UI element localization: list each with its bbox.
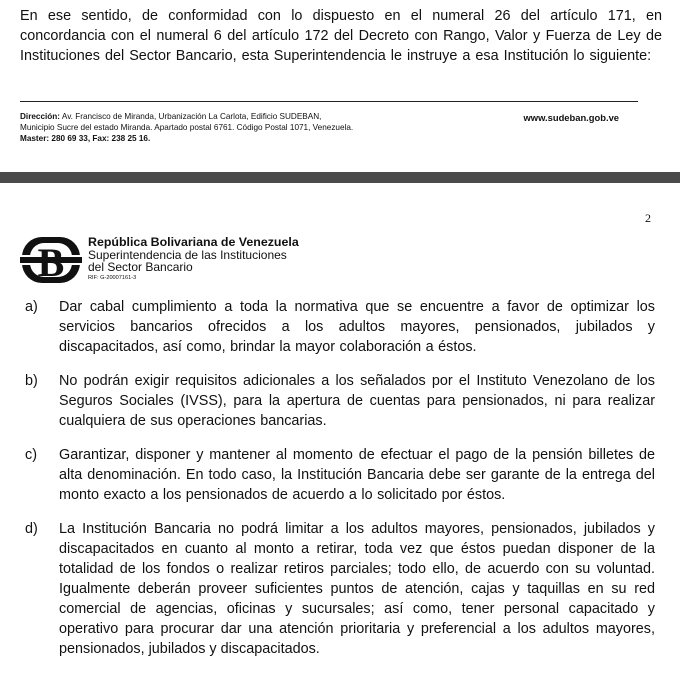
letterhead-text xyxy=(88,236,299,283)
page-break-bar xyxy=(0,172,680,183)
item-letter: c) xyxy=(25,447,37,463)
list-item xyxy=(25,519,655,659)
fax-label: Fax: xyxy=(92,133,110,143)
page-one-fragment xyxy=(0,0,680,172)
footer-address xyxy=(20,112,353,144)
address-line-2: Municipio Sucre del estado Miranda. Apartado postal 6761. Código Postal 1071, Venezuela. xyxy=(20,122,354,132)
logo-letter: B xyxy=(37,240,65,285)
master-label: Master: xyxy=(20,133,50,143)
list-item xyxy=(25,297,655,357)
item-text: Garantizar, disponer y mantener al momento de efectuar el pago de la pensión billetes de alta denominación. En todo caso, la Institución Bancaria debe ser garante de la entrega del monto exacto a los pensionados de acuerdo a lo solicitado por éstos. xyxy=(59,447,655,503)
letterhead-line-3: del Sector Bancario xyxy=(88,260,193,275)
item-letter: a) xyxy=(25,299,38,315)
list-item xyxy=(25,371,655,431)
master-phone: 280 69 33, xyxy=(51,133,91,143)
footer-divider xyxy=(20,101,638,102)
letterhead-line-1: República Bolivariana de Venezuela xyxy=(88,235,299,249)
letterhead-rif: RIF: G-20007161-3 xyxy=(88,274,137,281)
intro-paragraph: En ese sentido, de conformidad con lo dispuesto en el numeral 26 del artículo 171, en concordancia con el numeral 6 del artículo 172 del Decreto con Rango, Valor y Fuerza de Ley de Instituciones del Sector Bancario, esta Superintendencia le instruye a esa Institución lo siguiente: xyxy=(20,8,662,64)
instruction-list xyxy=(25,297,655,673)
item-letter: b) xyxy=(25,373,38,389)
fax-number: 238 25 16. xyxy=(111,133,151,143)
letterhead xyxy=(20,231,320,289)
item-letter: d) xyxy=(25,521,38,537)
item-text: La Institución Bancaria no podrá limitar a los adultos mayores, pensionados, jubilados y discapacitados en cuanto al monto a retirar, toda vez que éstos puedan disponer de la totalidad de los fondos o realizar retiros parciales; todo ello, de acuerdo con su voluntad. Igualmente deberán proveer suficientes puntos de atención, cajas y taquillas en su red comercial de agencias, oficinas y sucursales; así como, tener personal capacitado y operativo para procurar dar una atención prioritaria y preferencial a los adultos mayores, pensionados, jubilados y discapacitados. xyxy=(59,521,655,657)
letterhead-line-2: Superintendencia de las Instituciones xyxy=(88,247,287,262)
item-text: No podrán exigir requisitos adicionales a los señalados por el Instituto Venezolano de los Seguros Sociales (IVSS), para la apertura de cuentas para pensionados, ni para realizar cualquiera de sus operaciones bancarias. xyxy=(59,373,655,429)
footer-website: www.sudeban.gob.ve xyxy=(523,112,619,123)
sudeban-logo-icon xyxy=(20,231,82,287)
address-label: Dirección: xyxy=(20,112,61,121)
page-number: 2 xyxy=(645,211,651,225)
list-item xyxy=(25,445,655,505)
address-line-1: Av. Francisco de Miranda, Urbanización La Carlota, Edificio SUDEBAN, xyxy=(61,112,322,121)
item-text: Dar cabal cumplimiento a toda la normativa que se encuentre a favor de optimizar los servicios bancarios ofrecidos a los adultos mayores, pensionados, jubilados y discapacitados, así como, brindar la mayor colaboración a éstos. xyxy=(59,299,655,355)
